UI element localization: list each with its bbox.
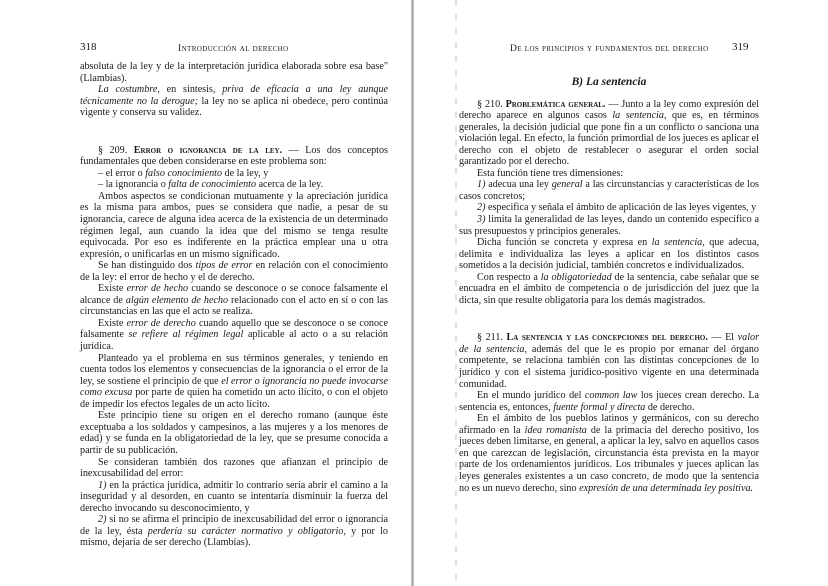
paragraph: Existe error de hecho cuando se desconoce o se conoce falsamente el alcance de algún elemento de hecho relacionado con el acto en sí o con las circunstancias en las que el acto se realiza.	[80, 283, 388, 318]
running-head-left: Introducción al derecho	[178, 43, 289, 54]
paragraph: Dicha función se concreta y expresa en la sentencia, que adecua, delimita e individualiza las leyes a aplicar en los distintos casos sometidos a la decisión judicial, también concretos e individualizados.	[459, 237, 759, 272]
paragraph: Esta función tiene tres dimensiones:	[477, 167, 624, 179]
list-item: – el error o falso conocimiento de la ley, y	[98, 167, 269, 179]
paragraph: Se consideran también dos razones que afianzan el principio de inexcusabilidad del error:	[80, 456, 388, 480]
paragraph: Este principio tiene su origen en el derecho romano (aunque éste exceptuaba a los soldados y campesinos, a las mujeres y a los menores de edad) y se funda en la obligatoriedad de la ley, que se presume conocida a partir de su publicación.	[80, 410, 388, 456]
subheading: B) La sentencia	[571, 76, 647, 88]
section-210: § 210. Problemática general. — Junto a la ley como expresión del derecho aparece en algunos casos la sentencia, que es, en términos generales, la decisión judicial que pone fin a un conflicto o sanciona una violación legal. En efecto, la función primordial de los jueces es aplicar el derecho con el objeto de restablecer o asegurar el orden social garantizado por el derecho.	[459, 98, 759, 168]
section-title: Problemática general.	[505, 98, 606, 110]
paragraph: La costumbre, en síntesis, priva de eficacia a una ley aunque técnicamente no la derogue; la ley no se aplica ni obedece, pero continúa vigente y conserva su validez.	[80, 84, 388, 119]
page-number-left: 318	[80, 41, 97, 53]
paragraph: Se han distinguido dos tipos de error en relación con el conocimiento de la ley: el error de hecho y el de derecho.	[80, 260, 388, 283]
right-body-text	[459, 77, 759, 494]
list-item: 2) especifica y señala el ámbito de aplicación de las leyes vigentes, y	[477, 202, 757, 214]
page-number-right: 319	[732, 41, 749, 53]
paragraph: Ambos aspectos se condicionan mutuamente y la apreciación jurídica es la misma para ambos, pues se considera que nadie, a pesar de su ignorancia, carece de alguna idea acerca de la existencia de un determinado régimen legal, aun cuando la idea que del mismo se tenga resulte equivocada. Por eso es indiferente en la práctica emplear una u otra expresión, o unificarlas en un mismo significado.	[80, 190, 388, 260]
section-211: § 211. La sentencia y las concepciones del derecho. — El valor de la sentencia, además del que le es propio por emanar del órgano competente, se relaciona también con las distintas concepciones de lo jurídico y con el sistema jurídico-positivo vigente en una determinada comunidad.	[459, 332, 760, 390]
paragraph: En el ámbito de los pueblos latinos y germánicos, con su derecho afirmado en la idea romanista de la primacía del derecho positivo, los jueces deben limitarse, en general, a aplicar la ley, salvo en aquellos casos en que carezcan de legislación, circunstancia ésta prevista en la mayor parte de los ordenamientos jurídicos. Los tribunales y jueces aplican las leyes generales existentes a un caso concreto, de modo que la sentencia no es un nuevo derecho, sino expresión de una determinada ley positiva.	[459, 413, 759, 494]
paragraph: absoluta de la ley y de la interpretación jurídica elaborada sobre esa base" (Llambías).	[80, 61, 388, 84]
gutter-mark	[455, 0, 457, 586]
list-item: 3) limita la generalidad de las leyes, dando un contenido específico a sus presupuestos y principios generales.	[459, 214, 759, 237]
running-head-right: De los principios y fundamentos del derecho	[510, 43, 709, 54]
paragraph: Planteado ya el problema en sus términos generales, y teniendo en cuenta todos los elementos y consecuencias de la ignorancia o el error de la ley, se sostiene el principio de que el error o ignorancia no puede invocarse como excusa por parte de quien ha cometido un acto ilícito, o con el objeto de impedir los efectos legales de un acto lícito.	[80, 352, 388, 410]
list-item: 1) en la práctica jurídica, admitir lo contrario sería abrir el camino a la inseguridad y al desorden, en cuanto se intentaría disminuir la fuerza del derecho invocando su desconocimiento, y	[80, 479, 388, 514]
section-title: La sentencia y las concepciones del derecho.	[506, 332, 708, 344]
section-title: Error o ignorancia de la ley.	[133, 144, 283, 156]
list-item: 1) adecua una ley general a las circunstancias y características de los casos concretos;	[459, 179, 760, 202]
list-item: – la ignorancia o falta de conocimiento acerca de la ley.	[98, 179, 324, 191]
section-209: § 209. Error o ignorancia de la ley. — Los dos conceptos fundamentales que deben considerarse en este problema son:	[80, 144, 388, 168]
paragraph: Con respecto a la obligatoriedad de la sentencia, cabe señalar que se encuadra en el ámbito de competencia o de jurisdicción del juez que la dicta, sin que resulte obligatoria para los demás magistrados.	[459, 271, 760, 306]
paragraph: En el mundo jurídico del common law los jueces crean derecho. La sentencia es, entonces, fuente formal y directa de derecho.	[459, 390, 760, 413]
paragraph: Existe error de derecho cuando aquello que se desconoce o se conoce falsamente se refiere al régimen legal aplicable al acto o a su relación jurídica.	[80, 317, 388, 353]
left-body-text	[80, 61, 388, 549]
list-item: 2) si no se afirma el principio de inexcusabilidad del error o ignorancia de la ley, ésta perdería su carácter normativo y obligatorio, y por lo mismo, dejaría de ser derecho (Llambías).	[80, 514, 388, 549]
